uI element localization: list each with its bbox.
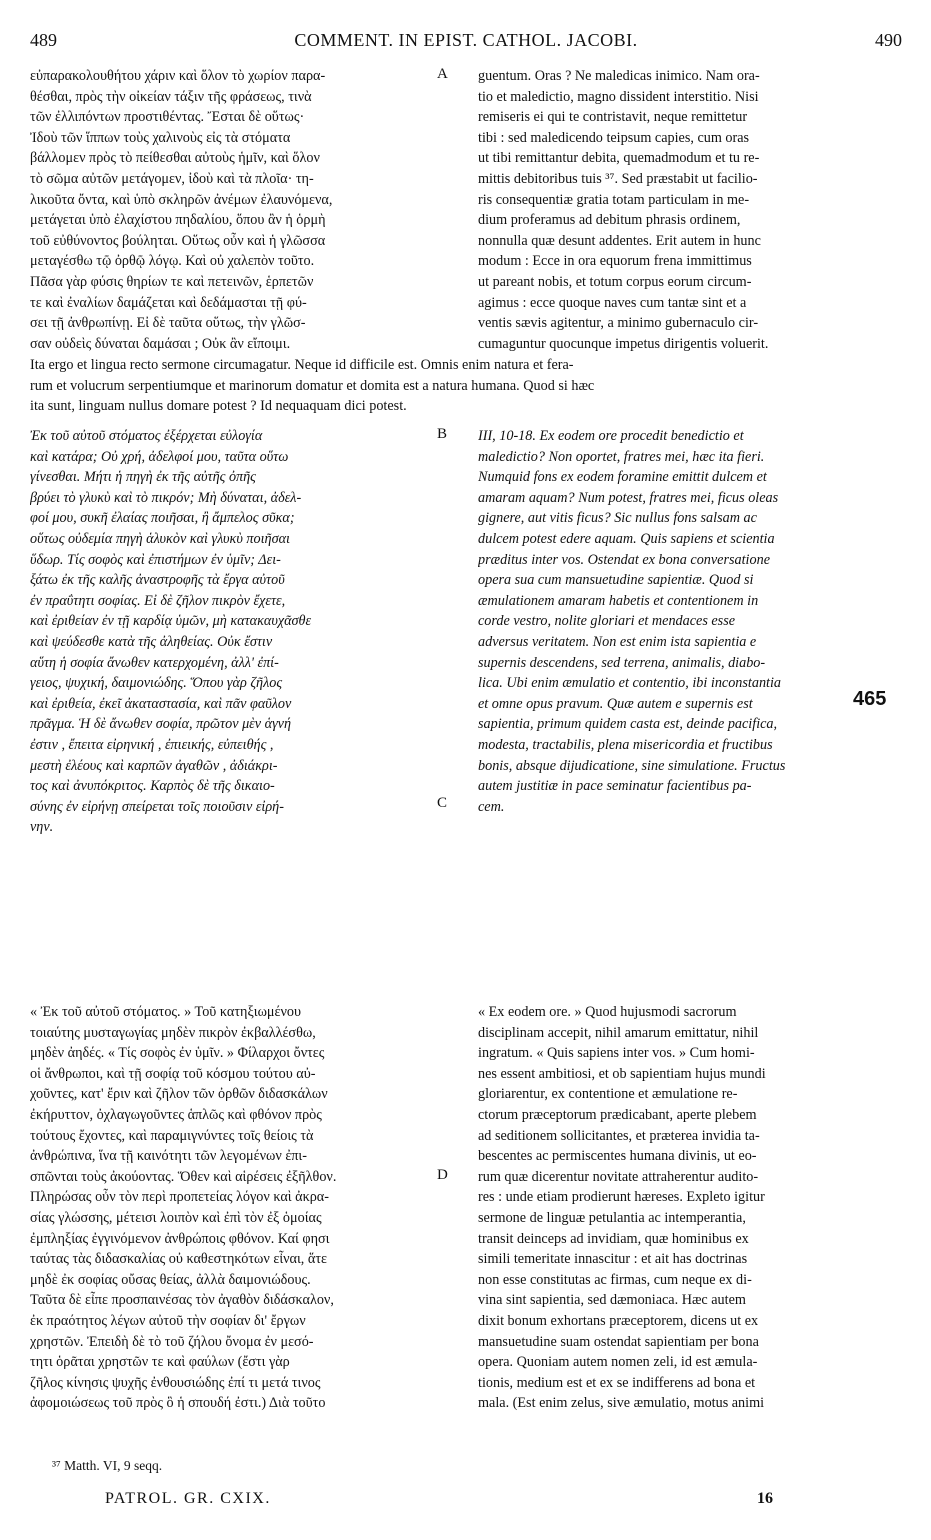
latin-column	[478, 66, 902, 354]
text-line: εὐπαρακολουθήτου χάριν καὶ ὅλον τὸ χωρίον παρα-	[30, 68, 326, 84]
text-line: nonnulla quæ desunt addentes. Erit autem in hunc	[478, 232, 761, 249]
text-line: ventis sævis agitentur, a minimo gubernaculo cir-	[478, 315, 759, 332]
text-line: νην.	[30, 819, 54, 836]
margin-marker-b: B	[437, 426, 448, 442]
right-page-number: 490	[875, 30, 902, 50]
text-line: μηδὲν ἀηδές. « Τίς σοφὸς ἐν ὑμῖν. » Φίλαρχοι ὄντες	[30, 1045, 325, 1062]
text-line: θέσθαι, πρὸς τὴν οἰκείαν τάξιν τῆς φράσεως, τινὰ	[30, 88, 312, 105]
text-line: « Ex eodem ore. » Quod hujusmodi sacrorum	[478, 1004, 737, 1020]
text-line: modum : Ecce in ora equorum frena immittimus	[478, 253, 752, 270]
text-line: non esse constitutas ac firmas, cum neque ex di-	[478, 1271, 752, 1288]
text-line: ut pareant nobis, et totum corpus eorum circum-	[478, 273, 752, 290]
text-line: vina sint sapientia, sed dæmoniaca. Hæc autem	[478, 1292, 746, 1309]
text-line: βάλλομεν πρὸς τὸ πείθεσθαι αὐτοὺς ἡμῖν, καὶ ὅλον	[30, 150, 320, 167]
text-line: remiseris ei qui te contristavit, neque remittetur	[478, 109, 748, 126]
greek-column	[30, 66, 448, 354]
text-line: amaram aquam? Num potest, fratres mei, ficus oleas	[478, 489, 779, 506]
text-line: Πᾶσα γὰρ φύσις θηρίων τε καὶ πετεινῶν, ἑρπετῶν	[30, 273, 314, 290]
text-line: adversus veritatem. Non est enim ista sapientia e	[478, 633, 757, 650]
margin-marker-a: A	[437, 66, 448, 82]
text-line: λικοῦτα ὄντα, καὶ ὑπὸ σκληρῶν ἀνέμων ἐλαυνόμενα,	[30, 191, 333, 208]
text-line: corde vestro, nolite gloriari et mendaces esse	[478, 613, 736, 630]
text-line: Ita ergo et lingua recto sermone circumagatur. Neque id difficile est. Omnis enim natura et fera-	[30, 357, 574, 373]
text-line: modesta, tractabilis, plena misericordia et fructibus	[478, 736, 773, 753]
text-line: σει τῇ ἀνθρωπίνῃ. Εἰ δὲ ταῦτα οὕτως, τὴν γλῶσ-	[30, 315, 306, 332]
text-line: ad seditionem sollicitantes, et præterea invidia ta-	[478, 1127, 760, 1144]
text-line: καὶ ἐριθείαν ἐν τῇ καρδίᾳ ὑμῶν, μὴ κατακαυχᾶσθε	[30, 613, 312, 630]
text-line: transit deinceps ad invidiam, quæ hominibus ex	[478, 1230, 749, 1247]
text-line: agimus : ecce quoque naves cum tantæ sint et a	[478, 294, 747, 311]
text-line: τὸ σῶμα αὐτῶν μετάγομεν, ἰδοὺ καὶ τὰ πλοῖα· τη-	[30, 170, 314, 187]
text-line: Ἰδοὺ τῶν ἵππων τοὺς χαλινοὺς εἰς τὰ στόματα	[30, 129, 291, 146]
text-line: χρηστῶν. Ἐπειδὴ δὲ τὸ τοῦ ζήλου ὄνομα ἐν μεσό-	[30, 1333, 314, 1350]
text-line: σίας γλώσσης, μέτεισι λοιπὸν καὶ ἐπὶ τὸν ἐξ ὁμοίας	[30, 1209, 322, 1226]
text-line: opera sua cum mansuetudine sapientiæ. Quod si	[478, 572, 754, 589]
text-line: ἀνθρώπινα, ἵνα τῇ καινότητι τῶν λεγομένων ἐπι-	[30, 1148, 307, 1165]
fullwidth-latin-paragraph	[30, 355, 902, 417]
text-line: tibi : sed maledicendo teipsum capies, cum oras	[478, 129, 750, 146]
text-line: ἐμπληξίας ἐγγινόμενον ἀνθρώποις φθόνον. Καί φησι	[30, 1230, 330, 1247]
text-line: ἐκήρυττον, ὀχλαγωγοῦντες ἁπλῶς καὶ φθόνον πρὸς	[30, 1106, 322, 1123]
text-line: τῶν ἐλλιπόντων προστιθέντας. Ἔσται δὲ οὕτως·	[30, 109, 305, 126]
text-line: maledictio? Non oportet, fratres mei, hæc ita fieri.	[478, 448, 765, 465]
text-line: « Ἐκ τοῦ αὐτοῦ στόματος. » Τοῦ κατηξιωμένου	[30, 1004, 302, 1020]
text-line: res : unde etiam prodierunt hæreses. Expleto igitur	[478, 1189, 765, 1206]
text-line: Πληρώσας οὖν τὸν περὶ προπετείας λόγον καὶ ἀκρα-	[30, 1189, 329, 1206]
text-line: dulcem potest edere aquam. Quis sapiens et scientia	[478, 530, 775, 547]
text-line: III, 10-18. Ex eodem ore procedit benedictio et	[478, 428, 744, 444]
column-number: 465	[853, 688, 887, 710]
text-line: ζῆλος κίνησις ψυχῆς ἐνθουσιώδης ἐπί τι μετά τινος	[30, 1374, 321, 1391]
text-line: gignere, aut vitis ficus? Sic nullus fons salsam ac	[478, 510, 757, 527]
text-line: mittis debitoribus tuis ³⁷. Sed præstabit ut facilio-	[478, 170, 758, 187]
footnote: ³⁷ Matth. VI, 9 seqq.	[52, 1458, 163, 1473]
text-line: ita sunt, linguam nullus domare potest ? Id nequaquam dici potest.	[30, 398, 407, 415]
text-line: αὕτη ἡ σοφία ἄνωθεν κατερχομένη, ἀλλ' ἐπί-	[30, 654, 279, 671]
text-line: σπῶνται τοὺς ἀκούοντας. Ὅθεν καὶ αἱρέσεις ἐξῆλθον.	[30, 1168, 337, 1185]
text-line: æmulationem amaram habetis et contentionem in	[478, 592, 759, 609]
text-line: τοιαύτης μυσταγωγίας μηδὲν πικρὸν ἐκβαλλέσθω,	[30, 1024, 316, 1041]
text-line: μηδὲ ἐκ σοφίας οὔσας θείας, ἀλλὰ δαιμονιώδους.	[30, 1271, 311, 1288]
text-line: cem.	[478, 798, 505, 815]
running-title: COMMENT. IN EPIST. CATHOL. JACOBI.	[294, 30, 638, 50]
text-line: φοί μου, συκῆ ἐλαίας ποιῆσαι, ἢ ἄμπελος σῦκα;	[30, 510, 295, 527]
text-line: πρᾶγμα. Ἡ δὲ ἄνωθεν σοφία, πρῶτον μὲν ἁγνή	[30, 716, 291, 733]
text-line: μετάγεται ὑπὸ ἐλαχίστου πηδαλίου, ὅπου ἂν ἡ ὁρμὴ	[30, 212, 326, 229]
text-line: sermone de linguæ petulantia ac intemperantia,	[478, 1209, 746, 1226]
text-line: ὕδωρ. Τίς σοφὸς καὶ ἐπιστήμων ἐν ὑμῖν; Δει-	[30, 551, 281, 568]
text-line: lica. Ubi enim æmulatio et contentio, ibi inconstantia	[478, 675, 782, 692]
running-header	[30, 30, 902, 60]
commentary-latin-column	[478, 1002, 902, 1414]
text-line: rum et volucrum serpentiumque et marinorum domatur et domita est a natura humana. Quod si hæc	[30, 377, 595, 394]
scripture-latin-column	[478, 426, 902, 817]
text-line: supernis descendens, sed terrena, animalis, diabo-	[478, 654, 766, 671]
text-line: οὕτως οὐδεμία πηγὴ ἁλυκὸν καὶ γλυκὺ ποιῆσαι	[30, 530, 290, 547]
text-line: disciplinam accepit, nihil amarum emittatur, nihil	[478, 1024, 759, 1041]
left-page-number: 489	[30, 30, 57, 50]
text-line: καὶ ψεύδεσθε κατὰ τῆς ἀληθείας. Οὐκ ἔστιν	[30, 633, 273, 650]
text-line: ris consequentiæ gratia totam particulam in me-	[478, 191, 750, 208]
text-line: ingratum. « Quis sapiens inter vos. » Cum homi-	[478, 1045, 755, 1062]
text-line: præditus inter vos. Ostendat ex bona conversatione	[478, 551, 770, 568]
text-line: τοῦ εὐθύνοντος βούληται. Οὕτως οὖν καὶ ἡ γλῶσσα	[30, 232, 326, 249]
text-line: γειος, ψυχική, δαιμονιώδης. Ὅπου γὰρ ζῆλος	[30, 675, 283, 692]
text-line: ταύτας τὰς διδασκαλίας οὐ καθεστηκότων εἶναι, ἅτε	[30, 1251, 327, 1268]
text-line: mansuetudine suam ostendat sapientiam per bona	[478, 1333, 759, 1350]
text-line: μεστὴ ἐλέους καὶ καρπῶν ἀγαθῶν , ἀδιάκρι-	[30, 757, 278, 774]
text-line: καὶ κατάρα; Οὐ χρή, ἀδελφοί μου, ταῦτα οὕτω	[30, 448, 289, 465]
text-line: bescentes ac permiscentes humana divinis, ut eo-	[478, 1148, 757, 1165]
text-line: ἐν πραΰτητι σοφίας. Εἰ δὲ ζῆλον πικρὸν ἔχετε,	[30, 592, 286, 609]
text-line: cumaguntur quocunque impetus dirigentis voluerit.	[478, 335, 769, 352]
text-line: tionis, medium est et ex se indifferens ad bona et	[478, 1374, 756, 1391]
text-line: τητι ὁρᾶται χρηστῶν τε καὶ φαύλων (ἔστι γὰρ	[30, 1354, 290, 1371]
text-line: τος καὶ ἀνυπόκριτος. Καρπὸς δὲ τῆς δικαιο-	[30, 778, 275, 795]
text-line: gloriarentur, ex contentione et æmulatione re-	[478, 1086, 738, 1103]
text-line: σύνης ἐν εἰρήνῃ σπείρεται τοῖς ποιοῦσιν εἰρή-	[30, 798, 284, 815]
text-line: bonis, absque dijudicatione, sine simulatione. Fructus	[478, 757, 786, 774]
text-line: guentum. Oras ? Ne maledicas inimico. Nam ora-	[478, 68, 760, 84]
sheet-number: 16	[757, 1490, 773, 1507]
text-line: ἀφομοιώσεως τοῦ πρὸς ὃ ἡ σπουδή ἐστι.) Διὰ τοῦτο	[30, 1395, 326, 1412]
text-line: dium proferamus ad debitum phrasis ordinem,	[478, 212, 741, 229]
text-line: σαν οὐδεὶς δύναται δαμάσαι ; Οὐκ ἂν εἴποιμι.	[30, 335, 291, 352]
text-line: χοῦντες, κατ' ἔριν καὶ ζῆλον τῶν ὀρθῶν διδασκάλων	[30, 1086, 328, 1103]
text-line: μεταγέσθω τῷ ὀρθῷ λόγῳ. Καὶ οὐ χαλεπὸν τοῦτο.	[30, 253, 315, 270]
text-line: tio et maledictio, magno dissident interstitio. Nisi	[478, 88, 759, 105]
volume-signature: PATROL. GR. CXIX.	[105, 1490, 271, 1507]
text-line: mala. (Est enim zelus, sive æmulatio, motus animi	[478, 1395, 765, 1412]
text-line: opera. Quoniam autem nomen zeli, id est æmula-	[478, 1354, 758, 1371]
text-line: γίνεσθαι. Μήτι ἡ πηγὴ ἐκ τῆς αὐτῆς ὀπῆς	[30, 469, 256, 486]
text-line: rum quæ dicerentur novitate attraherentur audito-	[478, 1168, 759, 1185]
text-line: καὶ ἐριθεία, ἐκεῖ ἀκαταστασία, καὶ πᾶν φαῦλον	[30, 695, 292, 712]
text-line: ἐστιν , ἔπειτα εἰρηνική , ἐπιεικής, εὐπειθής ,	[30, 736, 274, 753]
text-line: nes essent ambitiosi, et ob sapientiam hujus mundi	[478, 1065, 766, 1082]
margin-marker-d: D	[437, 1167, 448, 1183]
text-line: τε καὶ ἐναλίων δαμάζεται καὶ δεδάμασται τῇ φύ-	[30, 294, 307, 311]
text-line: Ταῦτα δὲ εἶπε προσπαινέσας τὸν ἀγαθὸν διδάσκαλον,	[30, 1292, 334, 1309]
text-line: ἐκ πραότητος λέγων αὐτοῦ τὴν σοφίαν δι' ἔργων	[30, 1312, 306, 1329]
text-line: τούτους ἔχοντες, καὶ παραμιγνύντες τοῖς θείοις τὰ	[30, 1127, 314, 1144]
text-line: Ἐκ τοῦ αὐτοῦ στόματος ἐξέρχεται εὐλογία	[30, 428, 263, 444]
commentary-greek-column	[30, 1002, 448, 1414]
text-line: Numquid fons ex eodem foramine emittit dulcem et	[478, 469, 767, 486]
text-line: sapientia, primum quidem casta est, deinde pacifica,	[478, 716, 778, 733]
text-line: ξάτω ἐκ τῆς καλῆς ἀναστροφῆς τὰ ἔργα αὐτοῦ	[30, 572, 285, 589]
scripture-greek-column	[30, 426, 448, 838]
text-line: ctorum præceptorum prædicabant, aperte plebem	[478, 1106, 757, 1123]
text-line: οἱ ἄνθρωποι, καὶ τῇ σοφίᾳ τοῦ κόσμου τούτου αὐ-	[30, 1065, 316, 1082]
text-line: simili temeritate innascitur : et ait has doctrinas	[478, 1251, 748, 1268]
text-line: βρύει τὸ γλυκὺ καὶ τὸ πικρόν; Μὴ δύναται, ἀδελ-	[30, 489, 302, 506]
text-line: et omne opus pravum. Quæ autem e supernis est	[478, 695, 753, 712]
text-line: dixit bonum exhortans præceptorem, dicens ut ex	[478, 1312, 759, 1329]
text-line: autem justitiæ in pace seminatur facientibus pa-	[478, 778, 752, 795]
margin-marker-c: C	[437, 795, 448, 811]
text-line: ut tibi remittantur debita, quemadmodum et tu re-	[478, 150, 760, 167]
